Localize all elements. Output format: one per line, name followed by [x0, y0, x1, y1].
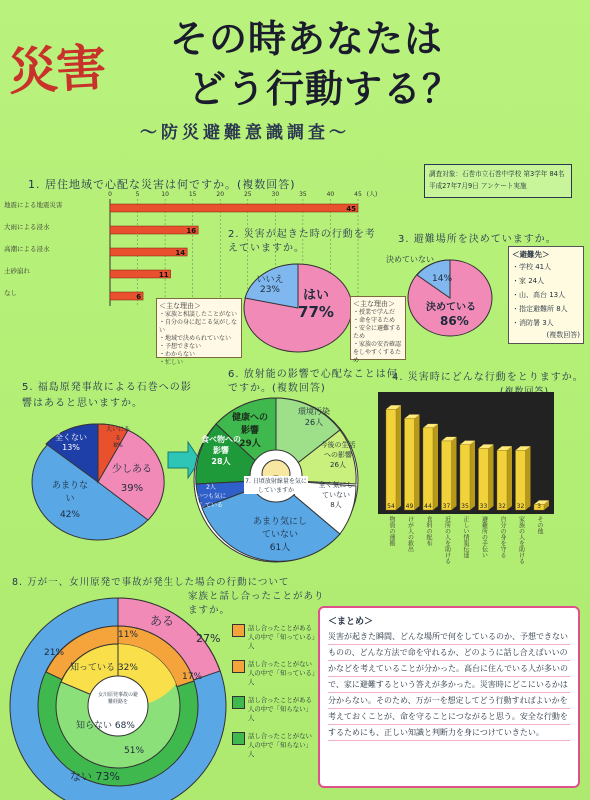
q8-slice-2: 21%	[44, 648, 65, 658]
q4-bar	[405, 419, 415, 510]
q8-outer-no-group	[70, 768, 120, 784]
q6-environment-label: 環境汚染	[298, 407, 330, 416]
q3-place-item: ・山、高台 13人	[512, 291, 566, 299]
q5-some-group	[112, 460, 152, 494]
title-disaster: 災害	[6, 37, 106, 102]
q8-outer-yes-value: 27%	[196, 632, 221, 645]
q8-legend-item	[232, 624, 316, 651]
q4-bar-side	[507, 446, 512, 510]
summary-text: 災害が起きた瞬間、どんな場所で何をしているのか、予想できないものの、どんな方法で命を守れるか、どのように話し合えばいいのかなどを考えていることが分かった。高台に住んでいる人が多いので、家に避難するという答えが多かった。災害時にどこにいるかは分からない。そのため、万が一を想定してどう行動すればよいかを考えておくことが、命を守ることにつながると思う。安全な行動をするためにも、正しい知識と判断力を身につけていきたい。	[328, 629, 570, 741]
q4-bar	[497, 450, 507, 510]
q2-reason-no-item: ・忙しい	[159, 359, 184, 366]
q2-reasons-yes-title: ＜主な理由＞	[353, 300, 395, 308]
q6-food-label: 食べ物への影響	[201, 435, 241, 455]
q1-category-label: 高潮による浸水	[4, 245, 50, 253]
q8-legend-swatch	[232, 660, 245, 673]
q6-environment-group	[296, 406, 332, 428]
q5-a-lot-group	[104, 424, 132, 449]
q4-bar-label: 近所の人を助ける	[443, 516, 451, 564]
q2-reason-no-item: ・地域で決められていない	[159, 335, 232, 342]
q2-no-label-group	[250, 272, 290, 295]
q1-category-label: なし	[4, 289, 17, 297]
q4-bar	[479, 448, 489, 510]
q1-heading: 1. 居住地域で心配な災害は何ですか。(複数回答)	[28, 178, 296, 191]
q4-bar-side	[489, 444, 494, 510]
q4-bar-label: 家族の人を助ける	[517, 516, 525, 564]
survey-info-box	[424, 164, 572, 198]
q5-a-lot-label: 大いにある	[105, 426, 130, 442]
q3-not-decided-value: 14%	[432, 274, 453, 284]
q8-legend-swatch	[232, 624, 245, 637]
q1-category-label: 大雨による浸水	[4, 223, 50, 231]
q1-bar-value: 14	[175, 249, 186, 257]
q6-heading: 6. 放射能の影響で心配なことは何ですか。(複数回答)	[228, 369, 398, 394]
q4-bar	[460, 445, 470, 510]
q5-a-lot-value: 8%	[113, 442, 123, 449]
q4-bar-value: 49	[405, 503, 414, 510]
q2-reason-yes-item: ・授業で学んだ	[353, 309, 396, 316]
q1-unit: (人)	[366, 191, 378, 198]
q6-health-label: 健康への影響	[231, 413, 268, 436]
q6-never-group	[316, 480, 356, 510]
q8-legend-text: 話し合ったことがある人の中で「知らない」人	[248, 696, 312, 722]
q4-bar-value: 44	[424, 503, 432, 510]
q2-yes-value: 77%	[298, 303, 334, 321]
q6-never-label: 全く気にしていない	[318, 481, 354, 499]
q2-reason-no-item: ・予想できない	[159, 343, 202, 350]
q1-tick-label: 10	[161, 191, 169, 198]
q6-health-value: 29人	[239, 439, 261, 449]
q8-legend-item	[232, 732, 316, 759]
q4-bar-label: その他	[536, 516, 543, 534]
q4-bar-value: 37	[442, 503, 451, 510]
q1-bar-value: 6	[136, 293, 142, 301]
q4-bar-label: 避難所の手伝い	[480, 516, 488, 558]
q8-legend-text: 話し合ったことがある人の中で「知っている」人	[248, 624, 316, 650]
q2-reason-yes-item: ・命を守るため	[353, 317, 396, 324]
q1-tick-label: 35	[299, 191, 307, 198]
q3-places-box	[508, 246, 584, 344]
q2-no-label: いいえ	[256, 275, 284, 285]
q5-some-label: 少しある	[112, 464, 152, 475]
q6-life-group	[318, 440, 358, 470]
q6-rarely-group	[250, 514, 310, 553]
q1-tick-label: 40	[326, 191, 335, 198]
q4-bar-side	[396, 405, 401, 510]
q5-some-value: 39%	[120, 483, 144, 494]
q1-bar-value: 45	[346, 205, 356, 213]
q6-q7-label: 日頃放射線量を気にしていますか	[252, 478, 307, 494]
q4-bar	[386, 409, 396, 510]
q6-always-value: 2人	[206, 484, 216, 491]
q4-bar-value: 32	[516, 503, 525, 510]
q1-tick-label: 5	[135, 191, 140, 198]
q5-not-much-group	[50, 478, 90, 520]
q8-outer-yes-label: ある	[150, 614, 175, 628]
q4-bar-value: 3	[537, 503, 541, 510]
q8-heading-line1: 8. 万が一、女川原発で事故が発生した場合の行動について	[12, 577, 290, 588]
q8-legend-item	[232, 660, 316, 687]
q8-inner-dont-group	[76, 718, 135, 731]
q1-bar	[110, 226, 198, 234]
q6-life-label: 今後の生活への影響	[320, 441, 356, 459]
q6-food-value: 28人	[211, 457, 231, 466]
q6-rarely-value: 61人	[269, 543, 291, 553]
q1-tick-label: 30	[271, 191, 280, 198]
q8-center-text: 女川原発事故の避難経路を	[97, 692, 138, 705]
q1-category-label: 土砂崩れ	[4, 267, 30, 275]
q1-tick-label: 15	[188, 191, 197, 198]
q3-places-title: ＜避難先＞	[512, 250, 550, 259]
q1-tick-label: 20	[216, 191, 225, 198]
q2-reason-no-item: ・わからない	[159, 351, 196, 358]
q1-bar-value: 11	[158, 271, 169, 279]
q4-bar-chart	[378, 392, 554, 514]
q5-none-label: 全くない	[55, 433, 87, 442]
q3-heading: 3. 避難場所を決めていますか。	[398, 234, 557, 245]
q8-inner-know-value: 32%	[117, 663, 138, 673]
q8-inner-dont-value: 68%	[114, 721, 135, 731]
q6-always-label: いつも気にしている	[196, 493, 227, 509]
q5-not-much-label: あまりない	[51, 481, 88, 504]
q4-bar-side	[452, 437, 457, 510]
q8-slice-4: 51%	[124, 746, 145, 756]
q5-heading: 5. 福島原発事故による石巻への影響はあると思いますか。	[22, 382, 192, 409]
q5-none-group	[54, 432, 88, 452]
q1-bar	[110, 204, 358, 212]
title-line2: どう行動する？	[188, 66, 462, 111]
q4-bar-value: 32	[498, 503, 506, 510]
q3-place-item: ・指定避難所 8人	[512, 305, 568, 313]
q3-place-item: ・学校 41人	[512, 263, 552, 271]
q8-outer-no-label: ない	[70, 770, 92, 783]
q3-place-item: ・家 24人	[512, 277, 545, 285]
q3-decided-value: 86%	[440, 314, 469, 328]
q6-rarely-label: あまり気にしていない	[252, 517, 307, 540]
q6-environment-value: 26人	[304, 418, 324, 427]
q4-bar-value: 33	[479, 503, 488, 510]
subtitle: ～防災避難意識調査～	[140, 123, 350, 143]
q2-heading: 2. 災害が起きた時の行動を考えていますか。	[228, 229, 376, 254]
summary-title: ＜まとめ＞	[328, 617, 374, 627]
q8-legend-text: 話し合ったことがない人の中で「知らない」人	[248, 732, 312, 758]
q8-slice-1: 11%	[118, 630, 139, 640]
q4-bar-label: 自分の身を守る	[499, 516, 506, 558]
q8-inner-dont-label: 知らない	[76, 721, 113, 731]
q4-bar-label: 食料の配布	[425, 516, 432, 546]
q4-label-row	[386, 516, 552, 576]
title-line1: その時あなたは	[170, 16, 444, 61]
q2-yes-label-group	[296, 284, 336, 321]
q1-tick-label: 0	[108, 191, 112, 198]
q6-q7-number: 7.	[245, 478, 251, 485]
q8-legend	[232, 624, 316, 768]
q1-tick-label: 25	[243, 191, 252, 198]
q1-bar-value: 16	[186, 227, 197, 235]
q3-place-item: ・消防署 3人	[512, 319, 554, 327]
q5-none-value: 13%	[62, 443, 80, 452]
q3-not-decided-label: 決めていない	[386, 255, 434, 264]
q8-slice-3: 17%	[182, 672, 203, 682]
q4-bar	[516, 450, 526, 510]
q1-tick-label: 45	[354, 191, 362, 198]
q8-inner-know-label: 知っている	[70, 663, 116, 673]
q2-reason-yes-item: ・家族の安否確認をしやすくするため	[353, 341, 402, 364]
q4-bar	[423, 428, 433, 510]
q4-bar-side	[470, 441, 475, 510]
q2-reasons-yes	[350, 296, 406, 364]
q2-reasons-no	[156, 298, 242, 366]
q6-q7-group	[244, 476, 308, 494]
q4-bar-value: 35	[461, 503, 469, 510]
q4-heading: 4. 災害時にどんな行動をとりますか。	[392, 372, 584, 383]
q8-legend-swatch	[232, 732, 245, 745]
q4-bar-label: けが人の救出	[406, 516, 414, 552]
q4-bar-value: 54	[387, 503, 395, 510]
q3-places-note: (複数回答)	[546, 331, 580, 339]
q6-never-value: 8人	[330, 501, 342, 509]
summary-box	[318, 606, 580, 788]
q4-bar-side	[526, 446, 531, 510]
q2-reason-no-item: ・家族と相談したことがない	[159, 311, 238, 318]
q2-reason-yes-item: ・安全に避難するため	[353, 325, 402, 340]
q8-inner-know-group	[70, 660, 138, 673]
q6-food-group	[200, 434, 242, 467]
survey-info-line1: 調査対象：石巻市立石巻中学校 第3学年 84名	[429, 170, 565, 178]
q2-no-value: 23%	[259, 285, 280, 295]
survey-info-line2: 平成27年7月9日 アンケート実施	[429, 182, 527, 190]
q4-bar-side	[433, 424, 438, 510]
q8-legend-text: 話し合ったことがない人の中で「知っている」人	[248, 660, 316, 686]
q4-bar-side	[415, 415, 420, 510]
q4-bar-label: 正しい情報伝達	[462, 516, 469, 558]
q6-life-value: 26人	[330, 461, 346, 469]
q8-outer-no-value: 73%	[95, 770, 120, 783]
q1-category-label: 地震による地震災害	[4, 201, 63, 209]
q5-not-much-value: 42%	[59, 510, 80, 520]
q2-yes-label: はい	[302, 288, 329, 303]
q8-heading-line2: 家族と話し合ったことがありますか。	[188, 591, 325, 616]
q2-reason-no-item: ・自分の身に起こる気がしない	[159, 319, 238, 334]
q4-bar	[442, 441, 452, 510]
q8-legend-swatch	[232, 696, 245, 709]
q8-legend-item	[232, 696, 316, 723]
q3-decided-label: 決めている	[426, 302, 476, 313]
q2-reasons-no-title: ＜主な理由＞	[159, 302, 201, 310]
q6-always-group	[196, 482, 226, 509]
q4-bar-label: 物資の運搬	[388, 516, 395, 546]
